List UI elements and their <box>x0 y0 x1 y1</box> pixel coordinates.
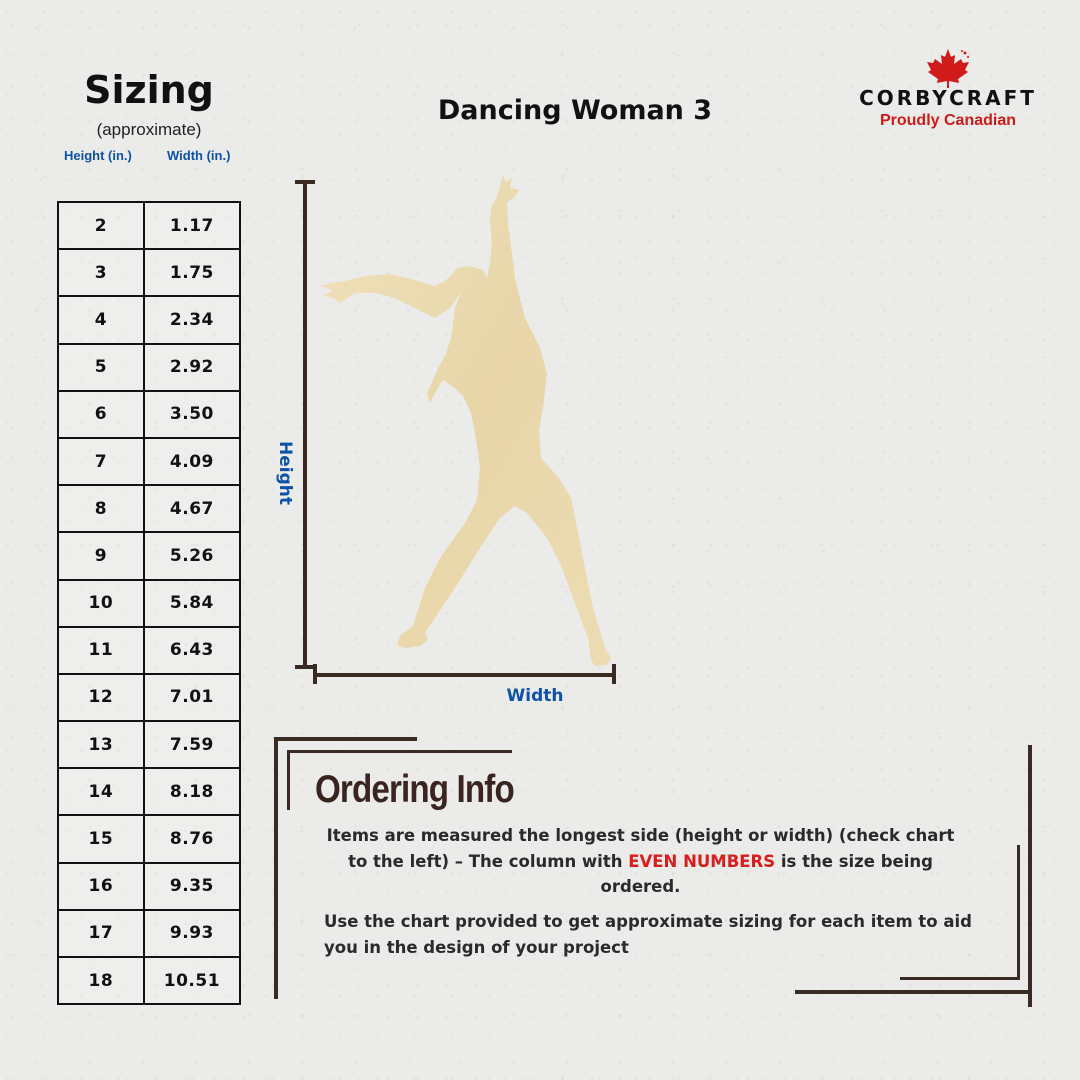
ordering-text: Items are measured the longest side (height or width) (check chart to the left) – The column with <box>326 826 955 871</box>
height-cell: 9 <box>58 532 144 579</box>
sizing-title: Sizing <box>84 68 214 112</box>
table-row <box>58 202 240 249</box>
width-cell: 8.76 <box>144 815 240 862</box>
table-row <box>58 863 240 910</box>
table-row <box>58 674 240 721</box>
table-row <box>58 296 240 343</box>
frame-line <box>287 750 290 810</box>
width-cell: 4.67 <box>144 485 240 532</box>
table-row <box>58 580 240 627</box>
width-label: Width <box>506 686 564 706</box>
height-cell: 14 <box>58 768 144 815</box>
table-row <box>58 957 240 1004</box>
height-cell: 2 <box>58 202 144 249</box>
table-row <box>58 627 240 674</box>
table-row <box>58 532 240 579</box>
width-cell: 8.18 <box>144 768 240 815</box>
table-row <box>58 344 240 391</box>
table-row <box>58 910 240 957</box>
width-cell: 2.34 <box>144 296 240 343</box>
width-cell: 6.43 <box>144 627 240 674</box>
brand-tagline: Proudly Canadian <box>879 112 1017 129</box>
height-cell: 13 <box>58 721 144 768</box>
width-cell: 4.09 <box>144 438 240 485</box>
width-cell: 5.26 <box>144 532 240 579</box>
brand-name: CORBYCRAFT <box>859 86 1037 110</box>
width-cell: 9.93 <box>144 910 240 957</box>
ordering-info-paragraph-1 <box>318 823 963 900</box>
frame-line <box>1028 745 1032 1007</box>
even-numbers-highlight: EVEN NUMBERS <box>628 851 776 871</box>
width-cell: 7.59 <box>144 721 240 768</box>
width-cell: 1.75 <box>144 249 240 296</box>
ordering-info-title: Ordering Info <box>315 768 514 811</box>
product-title: Dancing Woman 3 <box>437 95 713 126</box>
width-cell: 2.92 <box>144 344 240 391</box>
frame-line <box>274 737 278 999</box>
width-cell: 7.01 <box>144 674 240 721</box>
height-line-cap-bottom <box>295 665 315 669</box>
height-cell: 4 <box>58 296 144 343</box>
height-dimension-line <box>303 182 307 668</box>
size-table <box>57 201 241 1005</box>
height-cell: 11 <box>58 627 144 674</box>
height-cell: 12 <box>58 674 144 721</box>
table-row <box>58 768 240 815</box>
height-label: Height <box>275 441 295 505</box>
frame-line <box>795 990 1032 994</box>
width-dimension-line <box>315 673 615 677</box>
dancing-woman-silhouette <box>315 168 625 673</box>
table-row <box>58 485 240 532</box>
sizing-subtitle: (approximate) <box>96 120 202 139</box>
height-cell: 8 <box>58 485 144 532</box>
height-column-label: Height (in.) <box>64 148 132 163</box>
frame-line <box>274 737 417 741</box>
frame-line <box>1017 845 1020 980</box>
table-row <box>58 815 240 862</box>
width-cell: 5.84 <box>144 580 240 627</box>
ordering-info-paragraph-2: Use the chart provided to get approximate sizing for each item to aid you in the design of your project <box>324 912 972 957</box>
height-line-cap-top <box>295 180 315 184</box>
ordering-text: is the size being ordered. <box>600 851 933 896</box>
height-cell: 15 <box>58 815 144 862</box>
width-cell: 1.17 <box>144 202 240 249</box>
width-cell: 10.51 <box>144 957 240 1004</box>
height-cell: 5 <box>58 344 144 391</box>
height-cell: 7 <box>58 438 144 485</box>
table-row <box>58 249 240 296</box>
table-row <box>58 391 240 438</box>
height-cell: 6 <box>58 391 144 438</box>
maple-leaf-icon <box>925 48 971 88</box>
height-cell: 10 <box>58 580 144 627</box>
frame-line <box>287 750 512 753</box>
width-cell: 3.50 <box>144 391 240 438</box>
height-cell: 3 <box>58 249 144 296</box>
height-cell: 17 <box>58 910 144 957</box>
table-row <box>58 721 240 768</box>
height-cell: 16 <box>58 863 144 910</box>
table-row <box>58 438 240 485</box>
height-cell: 18 <box>58 957 144 1004</box>
width-cell: 9.35 <box>144 863 240 910</box>
brand-logo <box>858 48 1038 130</box>
frame-line <box>900 977 1020 980</box>
width-column-label: Width (in.) <box>167 148 231 163</box>
